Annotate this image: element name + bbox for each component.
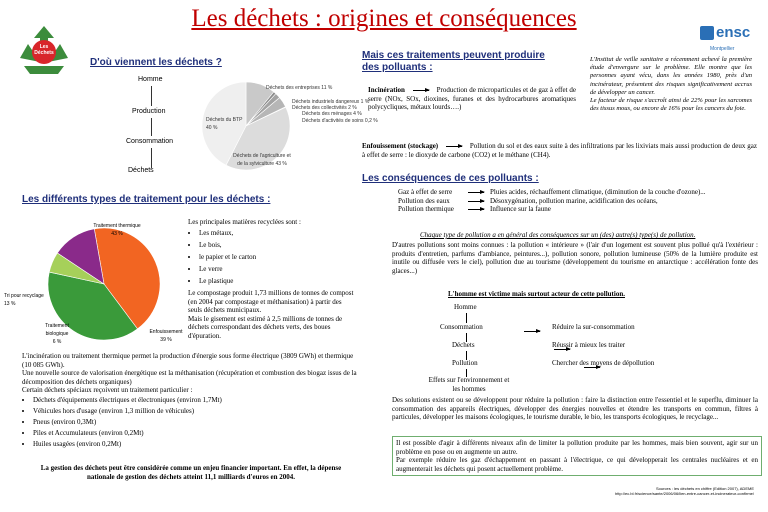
flow-line (151, 118, 152, 136)
list-item: • Pneus (environ 0,3Mt) (33, 417, 369, 428)
list-item: • le papier et le carton (199, 251, 358, 263)
pie-label-bio: Traitement biologique 6 % (45, 323, 69, 345)
recycled-intro: Les principales matières recyclées sont : (188, 218, 301, 226)
ensc-logo-subtitle: Montpellier (710, 46, 735, 52)
flow-step: Consommation (440, 323, 483, 331)
pollution-heading: Mais ces traitements peuvent produire des polluants : (362, 50, 545, 73)
flow-line (466, 313, 467, 323)
consequences-heading: Les conséquences de ces polluants : (362, 173, 539, 184)
arrow-icon (413, 90, 429, 91)
flow-homme: Homme (138, 76, 163, 83)
sources: Sources : les déchets en chiffre (Edition 2007), ADEME http://ec.bl.fr/science/sante/2006/06/lien-entre-cancer-et-incinerateur-confirme/ (615, 486, 754, 496)
incineration-label: Incinération (368, 86, 405, 94)
arrow-icon (468, 192, 484, 193)
flow-line (151, 148, 152, 168)
victim-heading: L'homme est victime mais surtout acteur de cette pollution. (448, 290, 625, 298)
sanitary-note: L'Institut de veille sanitaire a récemment achevé la première étude d'envergure sur le problème. Elle montre que les personnes ayant vécu, dans les années 1980, près d'un incinérateur, présentent des risques significativement accrus de développer un cancer. Le facteur de risque s'accroît ainsi de 22% pour les sarcomes des tissus mous, ou encore de 16% pour les cancers du foie. (590, 56, 752, 113)
treatment-heading: Les différents types de traitement pour les déchets : (22, 194, 271, 205)
enfouissement-pollution (362, 142, 757, 159)
pie-label-enfouissement: Enfouissement 39 % (149, 329, 183, 343)
solutions-text: Des solutions existent ou se développent pour réduire la pollution : faire la distinction entre l'essentiel et le superflu, diminuer la consommation des appareils électriques, développer des énergies nouvelles et étendre les transports en commun, filtres à particules, développer les maisons écologiques, le tourisme durable, le bio, les transports écologiques, le recyclage... (392, 396, 758, 422)
recycle-logo (14, 22, 74, 78)
actor-flow-top: Homme (454, 303, 477, 311)
flow-step: Pollution (452, 359, 478, 367)
consequence-cause: Pollution des eaux (398, 196, 450, 205)
flow-action: Chercher des moyens de dépollution (552, 359, 655, 367)
consequences-list (398, 188, 738, 214)
pie-label-thermique: Traitement thermique 43 % (93, 223, 141, 237)
enfouissement-label: Enfouissement (stockage) (362, 142, 439, 150)
flow-production: Production (132, 108, 166, 115)
consequence-effect: Pluies acides, réchauffement climatique, (diminution de la couche d'ozone)... (490, 188, 706, 196)
enfouissement-pollution-text: Pollution du sol et des eaux suite à des infiltrations par les lixiviats mais aussi production de deux gaz à effet de serre : le dioxyde de carbone (CO2) et le méthane (CH4). (362, 142, 757, 159)
list-item: • Huiles usagées (environ 0,2Mt) (33, 439, 369, 450)
list-item: • Le verre (199, 263, 358, 275)
pie-label-industriels: Déchets industriels dangereux 1 % (292, 99, 370, 105)
consequence-row (398, 197, 738, 206)
arrow-icon (524, 331, 540, 332)
pie-label-tri: Tri pour recyclage 13 % (4, 293, 44, 307)
recycled-list (188, 227, 358, 287)
list-item: • Le bois, (199, 239, 358, 251)
flow-consommation: Consommation (126, 138, 174, 145)
pie-label-btp: Déchets du BTP 40 % (206, 117, 243, 131)
ensc-logo-text: ensc (716, 24, 751, 41)
page-title: Les déchets : origines et conséquences (191, 5, 577, 32)
consequence-cause: Pollution thermique (398, 205, 454, 214)
ensc-logo-mark (700, 26, 714, 40)
pie-label-soins: Déchets d'activités de soins 0,2 % (302, 118, 378, 124)
special-waste-list (22, 395, 369, 450)
other-pollutions-text: D'autres pollutions sont moins connues : la pollution « intérieure » (l'air d'un logement est souvent plus pollué qu'à l'extérieur : produits d'entretien, parfums d'ambiance, peintures...), pollution sonore, pollution lumineuse (50% de la lumière produite est inutile ou diffusée vers le ciel), pollution due au tourisme (développement du tourisme en antarctique : accélération fonte des glaces...) (392, 241, 758, 275)
flow-action: Réussir à mieux les traiter (552, 341, 626, 349)
incineration-pollution-text: Production de microparticules et de gaz à effet de serre (NOx, SOx, dioxines, furanes et des hydrocarbures aromatiques polycycliques, métaux lourds….) (368, 86, 576, 112)
flow-line (151, 86, 152, 106)
arrow-icon (446, 146, 462, 147)
pollution-note: Chaque type de pollution a en général des conséquences sur un (des) autre(s) type(s) de pollution. (420, 231, 696, 239)
consequence-cause: Gaz à effet de serre (398, 188, 453, 196)
management-text: La gestion des déchets peut être considérée comme un enjeu financier important. En effet, la dépense nationale de gestion des déchets atteint 11,1 milliards d'euros en 2004. (40, 464, 342, 481)
actor-flow-bottom: Effets sur l'environnement et les hommes (428, 376, 510, 393)
incineration-energy-text: L'incinération ou traitement thermique permet la production d'énergie sous forme électrique (3809 GWh) et thermique (10 085 GWh). Une nouvelle source de valorisation énergétique est la méthanisation (récupération et combustion des biogaz issus de la décomposition des déchets organiques) Certain déchets spéciaux reçoivent un traitement particulier : (22, 352, 357, 395)
pie-label-entreprises: Déchets des entreprises 11 % (266, 85, 333, 91)
flow-dechets: Déchets (128, 167, 154, 174)
consequence-effect: Désoxygénation, pollution marine, acidification des océans, (490, 196, 658, 205)
logo-text: Les Déchets (34, 44, 54, 56)
pie-label-collectivites: Déchets des collectivités 2 % (292, 105, 357, 111)
arrow-icon (468, 209, 484, 210)
arrow-icon (468, 201, 484, 202)
flow-action: Réduire la sur-consommation (552, 323, 635, 331)
compost-text: Le compostage produit 1,73 millions de tonnes de compost (en 2004 par compostage et méthanisation) à partir des seuls déchets municipaux. Mais le gisement est estimé à 2,5 millions de tonnes de déchets correspondant des déchets verts, des boues d'épuration. (188, 289, 354, 340)
recycled-block (188, 218, 358, 287)
final-box: Il est possible d'agir à différents niveaux afin de limiter la pollution produite par les hommes, mais bien souvent, agir sur un problème en pose ou en augmente un autre. Par exemple réduire les gaz d'échappement en passant à l'électrique, ce qui développerait les centrales nucléaires et en augmenterait les déchets qui posent actuellement problème. (392, 436, 762, 476)
pie-label-menages: Déchets des ménages 4 % (302, 111, 362, 117)
list-item: • Les métaux, (199, 227, 358, 239)
actor-flow (440, 303, 740, 383)
consequence-effect: Influence sur la faune (490, 205, 551, 214)
list-item: • Piles et Accumulateurs (environ 0,2Mt) (33, 428, 369, 439)
consequence-row (398, 188, 738, 197)
origin-flow (110, 76, 190, 176)
flow-step: Déchets (452, 341, 475, 349)
consequence-row (398, 205, 738, 214)
pie-label-agriculture: Déchets de l'agriculture et de la sylviculture 43 % (233, 153, 291, 167)
origin-heading: D'où viennent les déchets ? (90, 57, 222, 68)
list-item: • Véhicules hors d'usage (environ 1,3 million de véhicules) (33, 406, 369, 417)
list-item: • Déchets d'équipements électriques et électroniques (environ 1,7Mt) (33, 395, 369, 406)
list-item: • Le plastique (199, 275, 358, 287)
incineration-pollution (368, 86, 576, 112)
